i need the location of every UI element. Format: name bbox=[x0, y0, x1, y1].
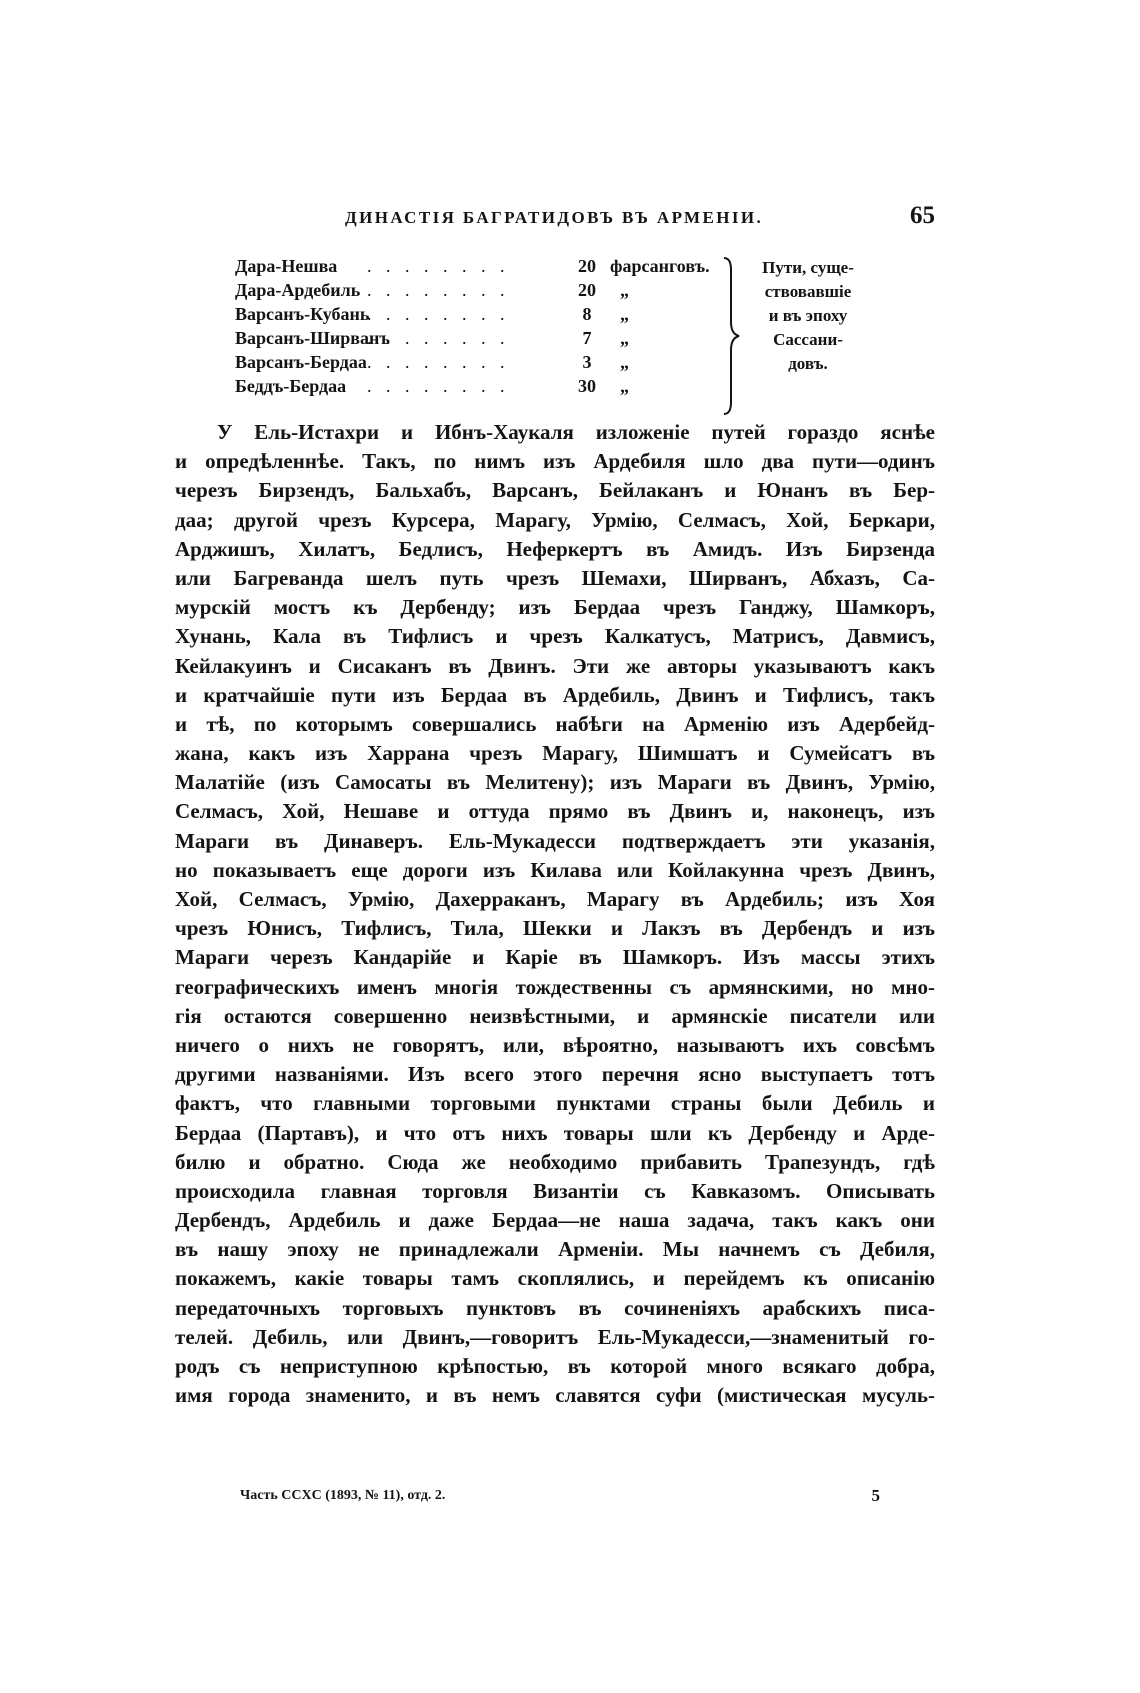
text-line: жана, какъ изъ Харрана чрезъ Марагу, Шимшатъ и Сумейсатъ въ bbox=[175, 741, 935, 766]
signature-number: 5 bbox=[871, 1486, 880, 1505]
route-row bbox=[235, 304, 715, 326]
running-title: ДИНАСТІЯ БАГРАТИДОВЪ ВЪ АРМЕНІИ. bbox=[345, 208, 764, 227]
text-line: происходила главная торговля Византіи съ Кавказомъ. Описывать bbox=[175, 1178, 935, 1203]
text-line: чрезъ Юнисъ, Тифлисъ, Тила, Шекки и Лакзъ въ Дербендъ и изъ bbox=[175, 916, 935, 941]
route-distance: 3 bbox=[582, 352, 592, 372]
note-line: и въ эпоху bbox=[768, 306, 848, 325]
route-distance: 20 bbox=[578, 256, 596, 276]
note-line: Сассани- bbox=[773, 330, 843, 349]
route-distance: 8 bbox=[582, 304, 592, 324]
text-line: Кейлакуинъ и Сисаканъ въ Двинъ. Эти же авторы указываютъ какъ bbox=[175, 653, 935, 678]
ditto-mark: „ bbox=[620, 328, 629, 348]
ditto-mark: „ bbox=[620, 304, 629, 324]
route-name: Варсанъ-Ширванъ bbox=[235, 328, 390, 348]
text-line: У Ель-Истахри и Ибнъ-Хаукаля изложеніе путей гораздо яснѣе bbox=[217, 420, 935, 444]
text-line: и опредѣленнѣе. Такъ, по нимъ изъ Ардебиля шло два пути—одинъ bbox=[175, 449, 935, 474]
text-line: Хунань, Кала въ Тифлисъ и чрезъ Калкатусъ, Матрисъ, Давмисъ, bbox=[175, 624, 935, 649]
route-name: Варсанъ-Кубань bbox=[235, 304, 370, 324]
body-paragraph bbox=[175, 418, 935, 1410]
route-name: Варсанъ-Бердаа bbox=[235, 352, 367, 372]
text-line: Дербендъ, Ардебиль и даже Бердаа—не наша задача, такъ какъ они bbox=[175, 1208, 935, 1233]
leader-dots: . . . . . . . . bbox=[367, 256, 510, 276]
route-distance: 7 bbox=[582, 328, 592, 348]
text-line: въ нашу эпоху не принадлежали Арменіи. Мы начнемъ съ Дебиля, bbox=[175, 1237, 935, 1262]
footer-note: Часть CCXC (1893, № 11), отд. 2. bbox=[240, 1488, 446, 1503]
note-line: ствовавшіе bbox=[764, 282, 852, 301]
text-line: билю и обратно. Сюда же необходимо прибавить Трапезундъ, гдѣ bbox=[175, 1149, 935, 1174]
text-line: Бердаа (Партавъ), и что отъ нихъ товары шли къ Дербенду и Арде- bbox=[175, 1120, 935, 1145]
page-header bbox=[175, 202, 935, 238]
text-line: или Багреванда шелъ путь чрезъ Шемахи, Ширванъ, Абхазъ, Са- bbox=[175, 565, 935, 590]
route-row bbox=[235, 352, 715, 374]
text-line: ничего о нихъ не говорятъ, или, вѣроятно, называютъ ихъ совсѣмъ bbox=[175, 1032, 935, 1057]
leader-dots: . . . . . . . . bbox=[367, 352, 510, 372]
text-line: даа; другой чрезъ Курсера, Марагу, Урмію, Селмасъ, Хой, Беркари, bbox=[175, 507, 935, 532]
leader-dots: . . . . . . . . bbox=[367, 328, 510, 348]
route-name: Дара-Ардебиль bbox=[235, 280, 361, 300]
text-line: фактъ, что главными торговыми пунктами страны были Дебиль и bbox=[175, 1091, 935, 1116]
route-name: Дара-Нешва bbox=[235, 256, 338, 276]
text-line: и тѣ, по которымъ совершались набѣги на Арменію изъ Адербейд- bbox=[175, 711, 935, 736]
page-footer bbox=[240, 1488, 880, 1512]
text-line: родъ съ неприступною крѣпостью, въ которой много всякаго добра, bbox=[175, 1354, 935, 1378]
leader-dots: . . . . . . . . bbox=[367, 280, 510, 300]
note-line: довъ. bbox=[788, 354, 828, 373]
route-row bbox=[235, 256, 715, 278]
text-line: телей. Дебиль, или Двинъ,—говоритъ Ель-Мукадесси,—знаменитый го- bbox=[175, 1324, 935, 1349]
route-name: Беддъ-Бердаа bbox=[235, 376, 347, 396]
text-line: гія остаются совершенно неизвѣстными, и армянскіе писатели или bbox=[175, 1003, 935, 1028]
ditto-mark: „ bbox=[620, 352, 629, 372]
text-line: Селмасъ, Хой, Нешаве и оттуда прямо въ Двинъ и, наконецъ, изъ bbox=[175, 799, 935, 824]
text-line: Малатійе (изъ Самосаты въ Мелитену); изъ Мараги въ Двинъ, Урмію, bbox=[175, 770, 935, 795]
route-row bbox=[235, 280, 715, 302]
text-line: покажемъ, какіе товары тамъ скоплялись, и перейдемъ къ описанію bbox=[175, 1266, 935, 1291]
ditto-mark: „ bbox=[620, 376, 629, 396]
route-row bbox=[235, 376, 715, 398]
text-line: Хой, Селмасъ, Урмію, Дахерраканъ, Марагу въ Ардебиль; изъ Хоя bbox=[175, 887, 935, 911]
routes-table bbox=[235, 256, 935, 416]
ditto-mark: „ bbox=[620, 280, 629, 300]
text-line: Арджишъ, Хилатъ, Бедлисъ, Неферкертъ въ Амидъ. Изъ Бирзенда bbox=[175, 536, 935, 561]
text-line: передаточныхъ торговыхъ пунктовъ въ сочиненіяхъ арабскихъ писа- bbox=[175, 1295, 935, 1320]
text-line: имя города знаменито, и въ немъ славятся суфи (мистическая мусуль- bbox=[175, 1383, 935, 1408]
text-line: но показываетъ еще дороги изъ Килава или Койлакунна чрезъ Двинъ, bbox=[175, 857, 935, 882]
routes-note bbox=[733, 256, 883, 376]
leader-dots: . . . . . . . . bbox=[367, 376, 510, 396]
text-line: мурскій мостъ къ Дербенду; изъ Бердаа чрезъ Ганджу, Шамкоръ, bbox=[175, 595, 935, 620]
route-distance: 20 bbox=[578, 280, 596, 300]
text-line: Мараги въ Динаверъ. Ель-Мукадесси подтверждаетъ эти указанія, bbox=[175, 828, 935, 853]
route-unit: фарсанговъ. bbox=[610, 256, 710, 276]
text-line: черезъ Бирзендъ, Бальхабъ, Варсанъ, Бейлаканъ и Юнанъ въ Бер- bbox=[175, 478, 935, 503]
note-line: Пути, суще- bbox=[762, 258, 854, 277]
text-line: географическихъ именъ многія тождественны съ армянскими, но мно- bbox=[175, 974, 935, 999]
route-distance: 30 bbox=[578, 376, 596, 396]
page-number: 65 bbox=[910, 202, 935, 229]
text-line: Мараги черезъ Кандарійе и Каріе въ Шамкоръ. Изъ массы этихъ bbox=[175, 945, 935, 970]
text-line: и кратчайшіе пути изъ Бердаа въ Ардебиль, Двинъ и Тифлисъ, такъ bbox=[175, 682, 935, 707]
route-row bbox=[235, 328, 715, 350]
leader-dots: . . . . . . . . bbox=[367, 304, 510, 324]
text-line: другими названіями. Изъ всего этого перечня ясно выступаетъ тотъ bbox=[175, 1062, 935, 1087]
